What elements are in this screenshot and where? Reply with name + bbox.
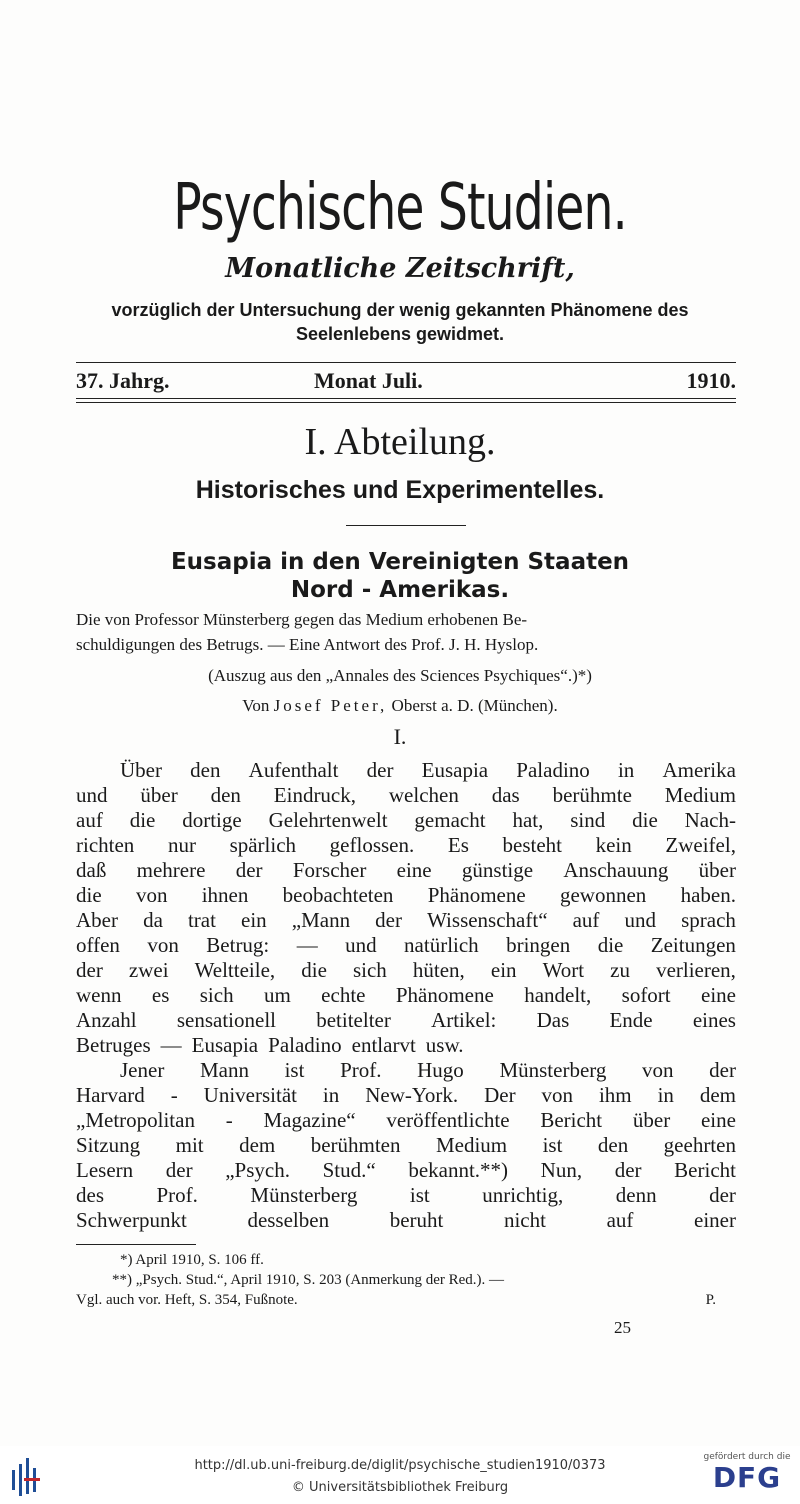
body-line: „Metropolitan - Magazine“ veröffentlichte Bericht über eine bbox=[76, 1108, 736, 1132]
section-title: I. Abteilung. bbox=[304, 421, 496, 463]
journal-purpose-line2: Seelenlebens gewidmet. bbox=[295, 324, 505, 344]
author-suffix: Oberst a. D. (München). bbox=[391, 696, 558, 715]
dfg-logo bbox=[702, 1452, 792, 1500]
article-author bbox=[0, 696, 800, 716]
body-line: daß mehrere der Forscher eine günstige Anschauung über bbox=[76, 858, 736, 882]
section-divider bbox=[346, 525, 466, 526]
body-line: Schwerpunkt desselben beruht nicht auf einer bbox=[76, 1208, 736, 1232]
issue-date: 1910. bbox=[686, 368, 736, 393]
body-line: auf die dortige Gelehrtenwelt gemacht hat, sind die Nach- bbox=[76, 808, 736, 832]
article-part-number: I. bbox=[393, 724, 407, 749]
section-subtitle: Historisches und Experimentelles. bbox=[195, 476, 605, 504]
body-line: Aber da trat ein „Mann der Wissenschaft“ auf und sprach bbox=[76, 908, 736, 932]
footnote-3-sign: P. bbox=[705, 1292, 716, 1308]
summary-line: Die von Professor Münsterberg gegen das Medium erhobenen Be- bbox=[76, 610, 528, 629]
footnote-2: **) „Psych. Stud.“, April 1910, S. 203 (Anmerkung der Red.). — bbox=[112, 1272, 505, 1288]
article-title-line2: Nord - Amerikas. bbox=[290, 577, 510, 603]
dfg-caption: gefördert durch die bbox=[703, 1452, 791, 1462]
article-title-line1: Eusapia in den Vereinigten Staaten bbox=[170, 549, 630, 575]
body-line: des Prof. Münsterberg ist unrichtig, denn der bbox=[76, 1183, 736, 1207]
copyright-notice: © Universitätsbibliothek Freiburg bbox=[291, 1480, 509, 1495]
body-line: wenn es sich um echte Phänomene handelt, sofort eine bbox=[76, 983, 736, 1007]
issue-year: 37. Jahrg. bbox=[76, 368, 170, 393]
body-line: Betruges — Eusapia Paladino entlarvt usw. bbox=[76, 1033, 464, 1057]
body-line: Anzahl sensationell betitelter Artikel: Das Ende eines bbox=[76, 1008, 736, 1032]
body-line: Harvard - Universität in New-York. Der von ihm in dem bbox=[76, 1083, 736, 1107]
body-line: Jener Mann ist Prof. Hugo Münsterberg von der bbox=[120, 1058, 736, 1082]
article-excerpt-note: (Auszug aus den „Annales des Sciences Psychiques“.)*) bbox=[208, 666, 592, 685]
author-prefix: Von bbox=[242, 696, 270, 715]
article-summary bbox=[76, 610, 736, 660]
header-rule-bottom-1 bbox=[76, 398, 736, 399]
issue-line bbox=[76, 368, 736, 396]
body-line: Lesern der „Psych. Stud.“ bekannt.**) Nun, der Bericht bbox=[76, 1158, 736, 1182]
footnote-rule bbox=[76, 1244, 196, 1245]
body-line: Über den Aufenthalt der Eusapia Paladino in Amerika bbox=[120, 758, 736, 782]
header-rule-top bbox=[76, 362, 736, 363]
journal-subtitle: Monatliche Zeitschrift, bbox=[225, 253, 575, 284]
viewer-footer bbox=[0, 1446, 800, 1504]
footnotes bbox=[76, 1252, 736, 1312]
body-line: Sitzung mit dem berühmten Medium ist den geehrten bbox=[76, 1133, 736, 1157]
body-line: die von ihnen beobachteten Phänomene gewonnen haben. bbox=[76, 883, 736, 907]
body-line: richten nur spärlich geflossen. Es besteht kein Zweifel, bbox=[76, 833, 736, 857]
body-line: offen von Betrug: — und natürlich bringen die Zeitungen bbox=[76, 933, 736, 957]
page-number: 25 bbox=[614, 1318, 631, 1337]
journal-purpose-line1: vorzüglich der Untersuchung der wenig gekannten Phänomene des bbox=[111, 300, 689, 320]
journal-title: Psychische Studien. bbox=[173, 171, 627, 245]
summary-line: schuldigungen des Betrugs. — Eine Antwort des Prof. J. H. Hyslop. bbox=[76, 635, 539, 654]
footnote-3-text: Vgl. auch vor. Heft, S. 354, Fußnote. bbox=[76, 1292, 298, 1308]
body-line: und über den Eindruck, welchen das berühmte Medium bbox=[76, 783, 736, 807]
article-body bbox=[76, 758, 736, 1233]
document-url[interactable]: http://dl.ub.uni-freiburg.de/diglit/psychische_studien1910/0373 bbox=[194, 1458, 606, 1473]
footnote-3 bbox=[76, 1292, 736, 1312]
body-line: der zwei Weltteile, die sich hüten, ein Wort zu verlieren, bbox=[76, 958, 736, 982]
footnote-1: *) April 1910, S. 106 ff. bbox=[120, 1252, 264, 1268]
issue-month: Monat Juli. bbox=[314, 368, 423, 393]
dfg-logo-text: DFG bbox=[712, 1461, 782, 1494]
header-rule-bottom-2 bbox=[76, 402, 736, 403]
author-name: Josef Peter, bbox=[273, 696, 388, 715]
